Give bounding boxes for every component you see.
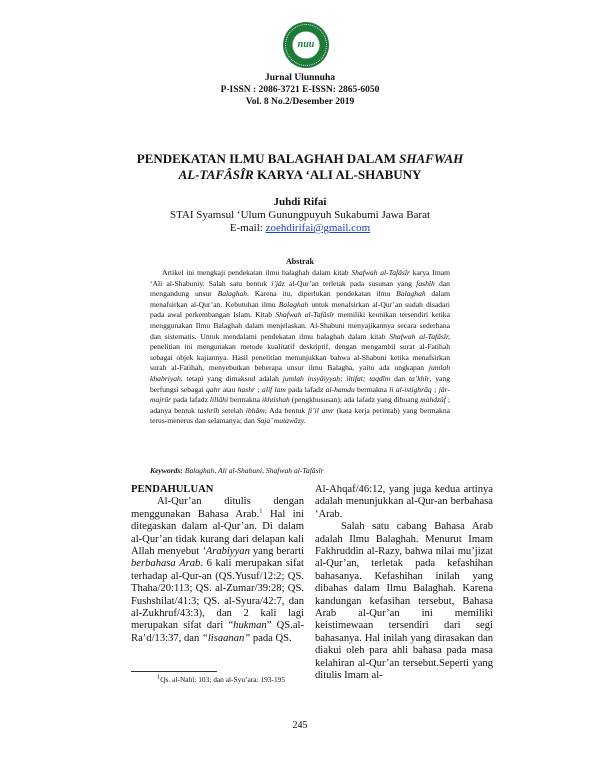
- keywords: Keywords: Balaghah, Ali al-Shabuni, Shafwah al-Tafâsîr: [150, 466, 324, 475]
- body-paragraph-2: Salah satu cabang Bahasa Arab adalah Ilmu Balaghah. Menurut Imam Fakhruddin al-Razy, bahwa nilai mu’jizat al-Qur’an, terletak pada kefashihan bahasanya. Kefashihan inilah yang dibahas dalam Ilmu Balaghah. Karena kandungan kefasihan tersebut, Bahasa Arab al-Qur’an ini memiliki keistimewaan tersendiri dari segi bahasanya. Hal inilah yang dirasakan dan diakui oleh para ahli bahasa pada masa kelahiran al-Qur’an tersebut.Seperti yang ditulis Imam al-: [315, 521, 493, 682]
- author-name: Juhdi Rifai: [273, 196, 327, 208]
- author-email-line: E-mail: zoehdirifai@gmail.com: [229, 222, 371, 234]
- body-paragraph-1: Al-Qur’an ditulis dengan menggunakan Bahasa Arab.$^1$ Hal ini ditegaskan dalam al-Qur’an. Di dalam al-Qur’an tidak kurang dari delapan kali Allah menyebut ‘Arabiyyan yang berarti berbahasa Arab. 6 kali merupakan sifat terhadap al-Qur-an (QS.Yusuf/12:2; QS. Thaha/20:113; QS. al-Zumar/39:28; QS. Fushshilat/41:3; QS. al-Syura/42:7, dan al-Zukhruf/43:3), dan 2 kali lagi merupakan sifat dari “hukman” QS.al-Ra’d/13:37, dan “lisaanan” pada QS.: [131, 496, 304, 644]
- body-left-column: [131, 484, 304, 645]
- body-paragraph-1-cont: Al-Ahqaf/46:12, yang juga kedua artinya adalah menunjukkan al-Qur-an berbahasa ‘Arab.: [315, 484, 493, 520]
- journal-name: Jurnal Ulunnuha: [265, 73, 335, 83]
- footnote-rule: [131, 671, 217, 672]
- body-right-column: [315, 484, 493, 683]
- abstract-body: [150, 268, 450, 427]
- abstract-paragraph: Artikel ini mengkaji pendekatan ilmu balaghah dalam kitab Shafwah al-Tafâsîr karya Imam ‘Ali al-Shabuniy. Salah satu bentuk i’jâz al-Qur’an terletak pada susunan yang fashîh dan mengandung unsur Balaghah. Karena itu, diperlukan pendekatan ilmu Balaghah dalam menafsirkan al-Qur’an. Kebutuhan ilmu Balaghah untuk menafsirkan al-Qur’an sudah disadari pada awal perkembangan Islam. Kitab Shafwah al-Tafâsîr memiliki keunikan tersendiri ketika menggunakan Ilmu Balaghah dalam menjelaskan. Al-Shabuni menyajikannya secara sederhana dan sistematis. Untuk mendalami pendekatan ilmu balaghah dalam kitab Shafwah al-Tafâsîr, penelitian ini mengunakan metode kualitatif deskriptif, dengan mengambil surat al-Fatihah sebagai objek kajiannya. Hasil penelitian menunjukkan bahwa al-Shabuni ketika menafsirkan surah al-Fatihah, menyebutkan beberapa unsur ilmu Balagha, yaitu ada ungkapan jumlah khabriyah, tetapi yang dimaksud adalah jumlah insyâiyyah; iltifat; taqdîm dan ta’khîr, yang berfungsi sebagai qahr atau hashr ; alif lam pada lafadz al-hamdu bermakna li al-istighrâq ; jâr-majrûr pada lafadz lillâhi bermakna ikhtishah (pengkhususan); ada lafadz yang dibuang mahdzûf ; adanya bentuk tashrîh setelah ibhâm; Ada bentuk fi’il amr (kata kerja perintah) yang bermakna terus-menerus dan selamanya; dan Saja’ mutawâzy.: [150, 268, 451, 426]
- journal-issn: P-ISSN : 2086-3721 E-ISSN: 2865-6050: [220, 85, 380, 95]
- logo-text: nuu: [297, 39, 315, 50]
- author-email-link[interactable]: zoehdirifai@gmail.com: [265, 222, 371, 234]
- footnote: $^1$Qs. al-Nahl: 103; dan al-Syu’ara: 193-195: [157, 673, 286, 684]
- author-affiliation: STAI Syamsul ‘Ulum Gunungpuyuh Sukabumi Jawa Barat: [169, 209, 431, 221]
- journal-logo: [283, 22, 329, 68]
- section-heading: PENDAHULUAN: [131, 484, 214, 495]
- page-number: 245: [292, 720, 308, 731]
- journal-volume: Vol. 8 No.2/Desember 2019: [245, 97, 355, 107]
- abstract-heading: Abstrak: [285, 257, 314, 266]
- paper-title-line1: PENDEKATAN ILMU BALAGHAH DALAM SHAFWAH: [136, 151, 464, 166]
- paper-title-line2: AL-TAFÂSÎR KARYA ‘ALI AL-SHABUNY: [178, 167, 422, 182]
